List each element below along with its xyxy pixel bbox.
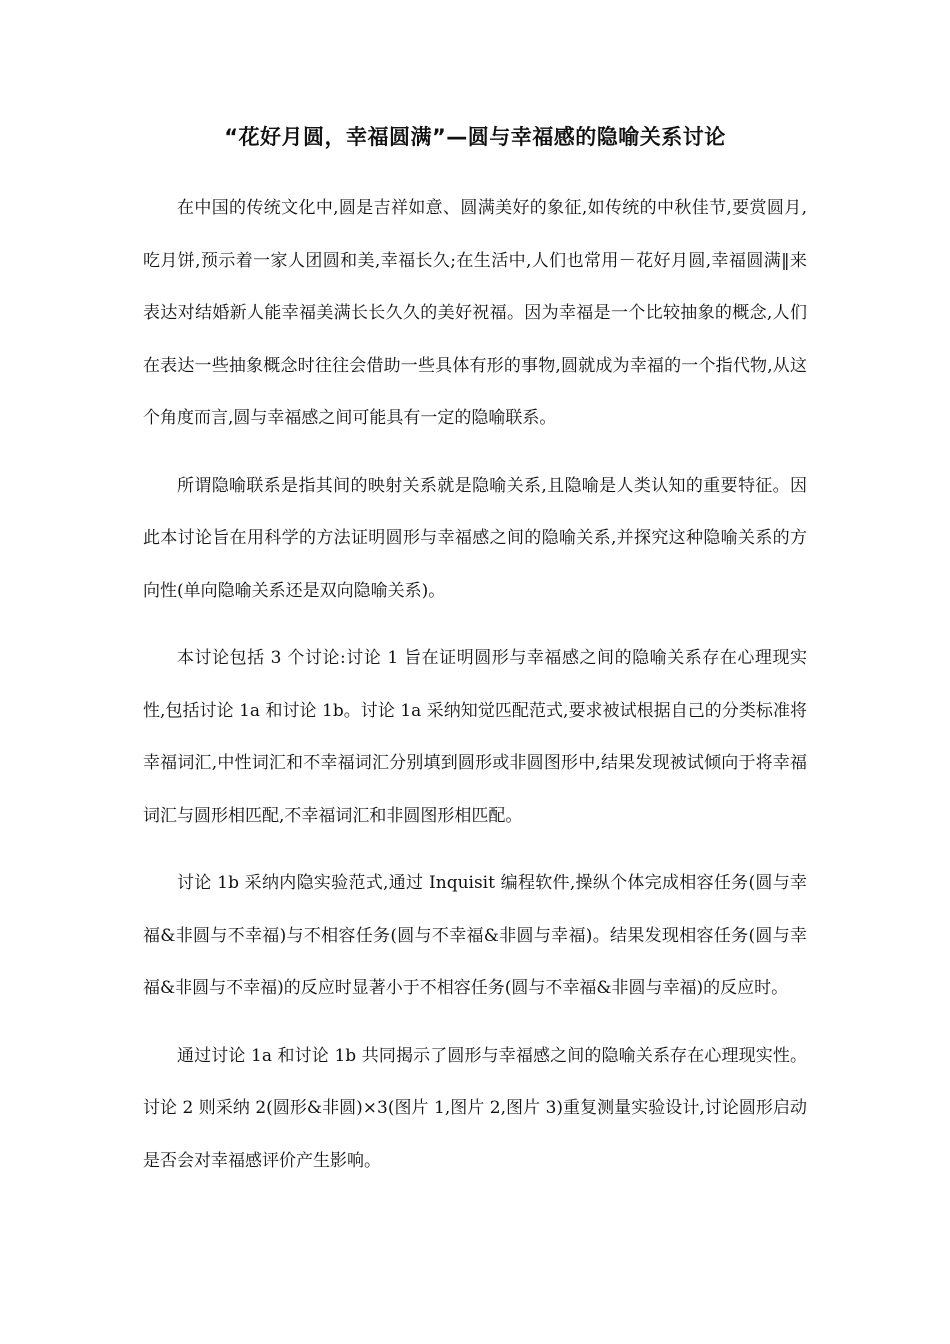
document-body <box>143 182 807 1202</box>
paragraph-2: 所谓隐喻联系是指其间的映射关系就是隐喻关系,且隐喻是人类认知的重要特征。因此本讨论旨在用科学的方法证明圆形与幸福感之间的隐喻关系,并探究这种隐喻关系的方向性(单向隐喻关系还是双向隐喻关系)。 <box>143 475 807 601</box>
paragraph-1: 在中国的传统文化中,圆是吉祥如意、圆满美好的象征,如传统的中秋佳节,要赏圆月,吃月饼,预示着一家人团圆和美,幸福长久;在生活中,人们也常用－花好月圆,幸福圆满‖来表达对结婚新人能幸福美满长长久久的美好祝福。因为幸福是一个比较抽象的概念,人们在表达一些抽象概念时往往会借助一些具体有形的事物,圆就成为幸福的一个指代物,从这个角度而言,圆与幸福感之间可能具有一定的隐喻联系。 <box>143 198 807 428</box>
paragraph-3: 本讨论包括 3 个讨论:讨论 1 旨在证明圆形与幸福感之间的隐喻关系存在心理现实性,包括讨论 1a 和讨论 1b。讨论 1a 采纳知觉匹配范式,要求被试根据自己的分类标准将幸福词汇,中性词汇和不幸福词汇分别填到圆形或非圆图形中,结果发现被试倾向于将幸福词汇与圆形相匹配,不幸福词汇和非圆图形相匹配。 <box>143 648 807 826</box>
paragraph-5: 通过讨论 1a 和讨论 1b 共同揭示了圆形与幸福感之间的隐喻关系存在心理现实性。讨论 2 则采纳 2(圆形&非圆)×3(图片 1,图片 2,图片 3)重复测量实验设计,讨论圆形启动是否会对幸福感评价产生影响。 <box>143 1045 807 1171</box>
paragraph-4: 讨论 1b 采纳内隐实验范式,通过 Inquisit 编程软件,操纵个体完成相容任务(圆与幸福&非圆与不幸福)与不相容任务(圆与不幸福&非圆与幸福)。结果发现相容任务(圆与幸福&非圆与不幸福)的反应时显著小于不相容任务(圆与不幸福&非圆与幸福)的反应时。 <box>143 873 807 998</box>
document-title: “花好月圆，幸福圆满”—圆与幸福感的隐喻关系讨论 <box>224 125 726 149</box>
